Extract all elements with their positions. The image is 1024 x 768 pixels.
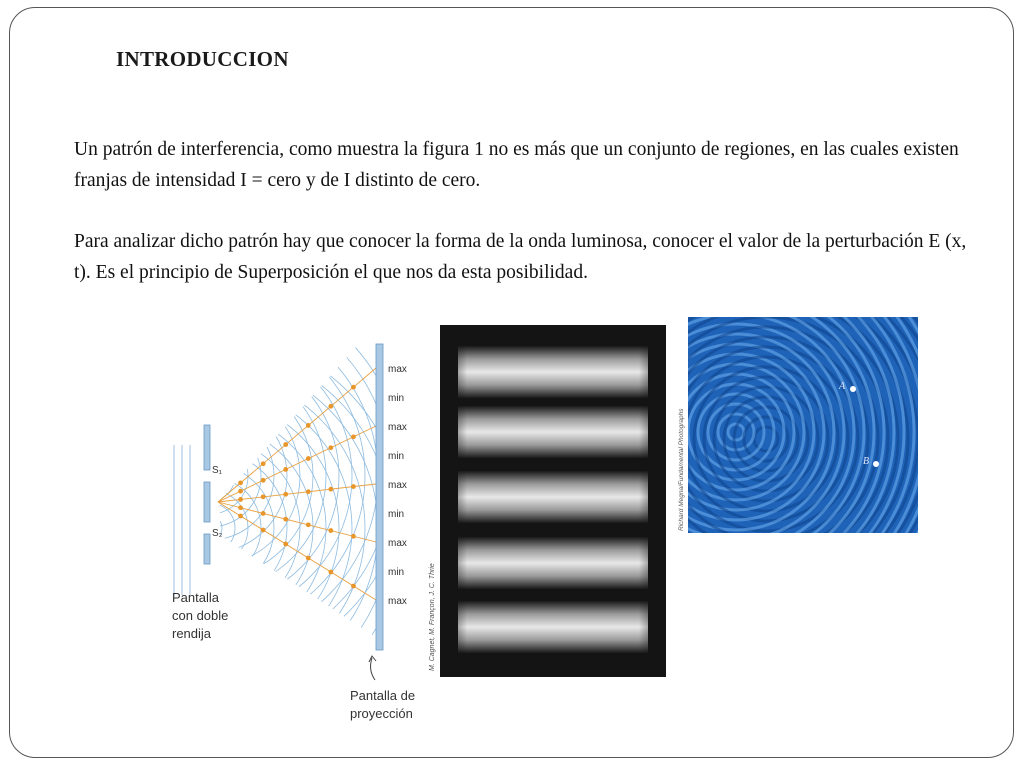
projection-screen (376, 344, 383, 650)
intersection-dot (283, 467, 288, 472)
intersection-dot (238, 505, 243, 510)
barrier-label-2: con doble (172, 608, 229, 623)
intersection-dot (261, 528, 266, 533)
intersection-dot (261, 511, 266, 516)
barrier-middle (204, 482, 210, 522)
intersection-dot (306, 556, 311, 561)
double-slit-diagram (160, 310, 440, 730)
ripple-credit: Richard Megna/Fundamental Photographs (678, 408, 685, 531)
intersection-dot (351, 534, 356, 539)
barrier-label-1: Pantalla (172, 590, 219, 605)
projection-label-1: Pantalla de (350, 688, 416, 703)
intersection-dot (238, 480, 243, 485)
intersection-dot (306, 489, 311, 494)
point-a-dot (850, 386, 856, 392)
screen-label-max: max (388, 364, 407, 375)
screen-label-min: min (388, 509, 405, 520)
fringe-credit: M. Cagnet, M. Françon, J. C. Thrie (429, 563, 436, 671)
point-a-label: A (839, 381, 846, 392)
screen-label-max: max (388, 480, 407, 491)
barrier-label-3: rendija (172, 626, 212, 641)
slide-title: INTRODUCCION (116, 47, 289, 71)
intersection-dot (351, 385, 356, 390)
screen-label-min: min (388, 567, 405, 578)
projection-label-2: proyección (350, 706, 413, 721)
intersection-dot (261, 494, 266, 499)
intersection-dot (261, 478, 266, 483)
slit2-label: S₂ (212, 528, 223, 539)
intersection-dot (283, 542, 288, 547)
ripple-svg (688, 317, 918, 533)
incoming-plane-waves (174, 445, 190, 595)
barrier-bottom (204, 534, 210, 564)
intersection-dot (238, 514, 243, 519)
intersection-dot (238, 497, 243, 502)
screen-label-max: max (388, 538, 407, 549)
fringe-photo (429, 325, 666, 677)
intersection-dot (351, 434, 356, 439)
intersection-dot (238, 489, 243, 494)
barrier-top (204, 425, 210, 470)
fringe-svg (429, 325, 666, 677)
intersection-dot (328, 487, 333, 492)
intersection-dot (328, 570, 333, 575)
screen-label-max: max (388, 596, 407, 607)
intersection-dot (306, 522, 311, 527)
intersection-dot (328, 445, 333, 450)
intersection-dot (283, 442, 288, 447)
projection-arrow (371, 658, 375, 680)
screen-label-max: max (388, 422, 407, 433)
paragraph-superposition: Para analizar dicho patrón hay que conocer la forma de la onda luminosa, conocer el valor de la perturbación E (x, t). Es el principio de Superposición el que nos da esta posibilidad. (74, 231, 967, 283)
paragraph-interference-pattern: Un patrón de interferencia, como muestra la figura 1 no es más que un conjunto de regiones, en las cuales existen franjas de intensidad I = cero y de I distinto de cero. (74, 139, 959, 191)
intersection-dot (306, 423, 311, 428)
intersection-dot (283, 492, 288, 497)
intersection-dot (306, 456, 311, 461)
ripple-credit-svg (674, 317, 686, 533)
screen-label-min: min (388, 451, 405, 462)
fringe-edge-fade (440, 325, 666, 677)
ripple-tank-photo (678, 317, 918, 533)
point-b-label: B (863, 456, 870, 467)
screen-labels (388, 364, 407, 607)
intersection-dot (351, 484, 356, 489)
intersection-dot (328, 404, 333, 409)
intersection-dot (261, 461, 266, 466)
intersection-dot (283, 517, 288, 522)
slit1-label: S₁ (212, 465, 223, 476)
screen-label-min: min (388, 393, 405, 404)
point-b-dot (873, 461, 879, 467)
projection-arrowhead (369, 656, 376, 662)
double-slit-svg (160, 310, 440, 730)
intersection-dot (328, 528, 333, 533)
intersection-dot (351, 584, 356, 589)
